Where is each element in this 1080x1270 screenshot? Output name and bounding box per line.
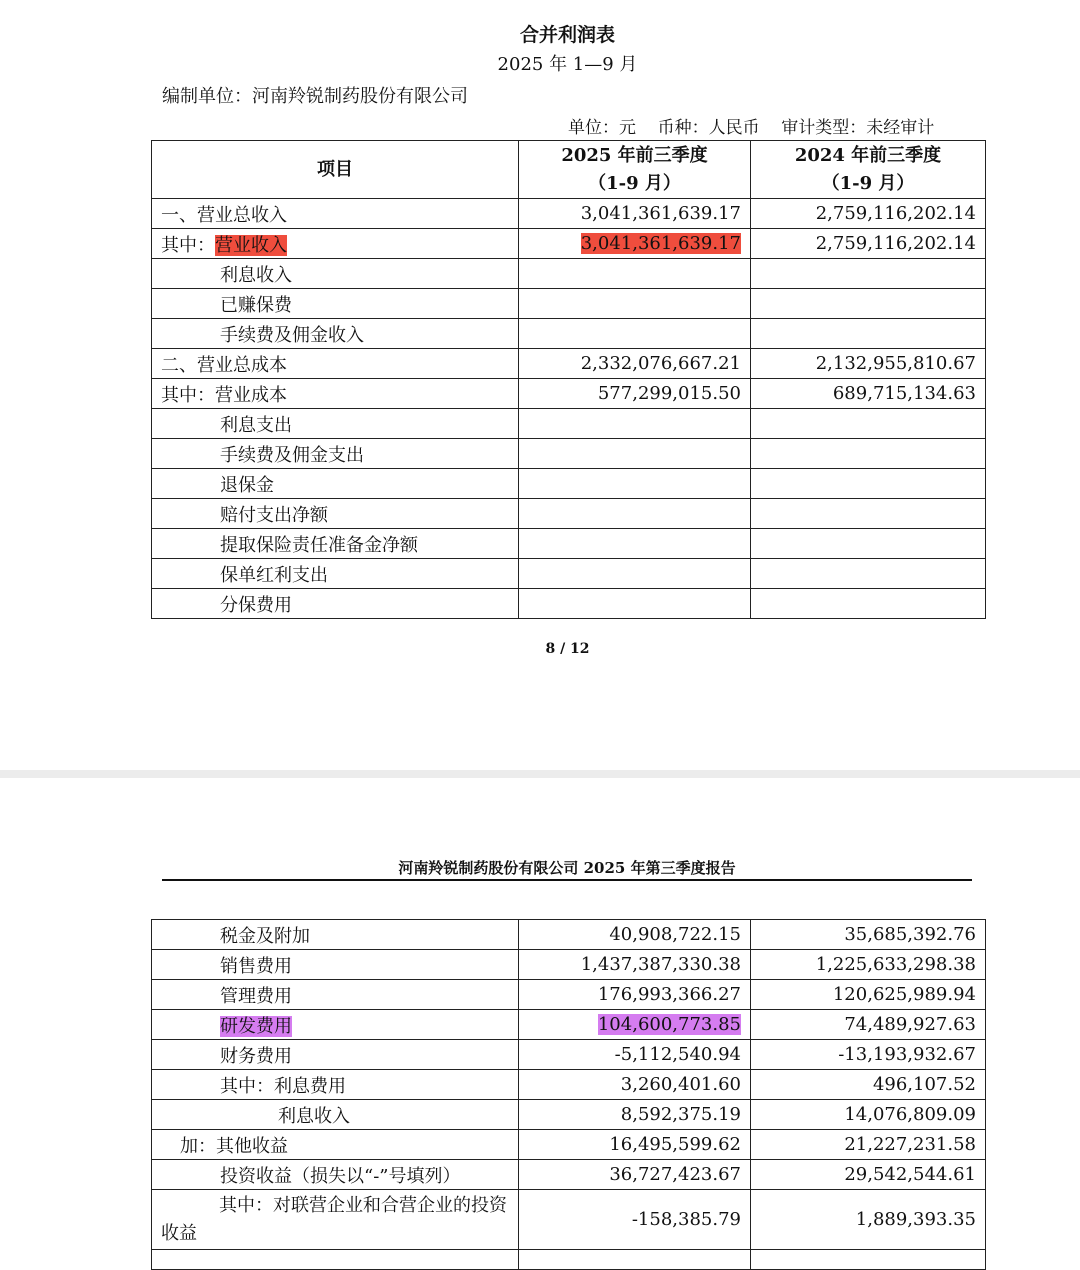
header-2024-line1: 2024 年前三季度 [794, 144, 942, 166]
value-2025 [519, 559, 751, 589]
value-2025: 3,041,361,639.17 [519, 199, 751, 229]
row-label: 二、营业总成本 [152, 349, 519, 379]
header-2024-line2: （1-9 月） [821, 172, 915, 194]
table-row [152, 469, 986, 499]
table-row [152, 259, 986, 289]
value-2025 [519, 1010, 751, 1040]
header-rule [162, 879, 972, 881]
value-2025 [519, 1250, 751, 1270]
value-2025: 577,299,015.50 [519, 379, 751, 409]
row-label [152, 229, 519, 259]
value-2025: 2,332,076,667.21 [519, 349, 751, 379]
row-label: 已赚保费 [152, 289, 519, 319]
value-2024 [751, 1250, 986, 1270]
row-label: 其中：利息费用 [152, 1070, 519, 1100]
value-2025: 36,727,423.67 [519, 1160, 751, 1190]
value-2024: 120,625,989.94 [751, 980, 986, 1010]
value-2025 [519, 529, 751, 559]
row-prefix: 其中： [161, 234, 215, 256]
table-row [152, 1010, 986, 1040]
value-2024: 1,889,393.35 [751, 1190, 986, 1250]
statement-period: 2025 年 1—9 月 [497, 54, 638, 75]
table-row [152, 920, 986, 950]
row-label: 投资收益（损失以“-”号填列） [152, 1160, 519, 1190]
value-2024 [751, 559, 986, 589]
highlighted-label: 研发费用 [220, 1015, 292, 1037]
value-2025 [519, 589, 751, 619]
header-2025 [519, 141, 751, 199]
value-2024: 29,542,544.61 [751, 1160, 986, 1190]
row-label: 财务费用 [152, 1040, 519, 1070]
value-2024 [751, 439, 986, 469]
table-row [152, 349, 986, 379]
value-2024: 74,489,927.63 [751, 1010, 986, 1040]
value-2024: 689,715,134.63 [751, 379, 986, 409]
value-2024: 2,759,116,202.14 [751, 229, 986, 259]
value-2024: 2,759,116,202.14 [751, 199, 986, 229]
value-2024 [751, 289, 986, 319]
table-row [152, 1070, 986, 1100]
table-row [152, 950, 986, 980]
table-row [152, 559, 986, 589]
value-2025: 8,592,375.19 [519, 1100, 751, 1130]
value-2024 [751, 319, 986, 349]
value-2025 [519, 409, 751, 439]
row-label [152, 1010, 519, 1040]
table-row [152, 1100, 986, 1130]
header-2025-line1: 2025 年前三季度 [561, 144, 708, 166]
value-2025: 176,993,366.27 [519, 980, 751, 1010]
row-label: 管理费用 [152, 980, 519, 1010]
table-row [152, 1190, 986, 1250]
row-label: 税金及附加 [152, 920, 519, 950]
value-2024 [751, 589, 986, 619]
table-row [152, 980, 986, 1010]
value-2025: 3,260,401.60 [519, 1070, 751, 1100]
table-row [152, 289, 986, 319]
table-row [152, 409, 986, 439]
value-2025 [519, 469, 751, 499]
row-label: 手续费及佣金支出 [152, 439, 519, 469]
row-label: 利息收入 [152, 1100, 519, 1130]
value-2025 [519, 259, 751, 289]
table-row [152, 229, 986, 259]
income-statement-table-page1 [151, 140, 986, 619]
header-2025-line2: （1-9 月） [588, 172, 681, 194]
table-row [152, 319, 986, 349]
page-separator [0, 770, 1080, 778]
unit-currency-audit: 单位：元 币种：人民币 审计类型：未经审计 [568, 118, 935, 138]
row-label: 销售费用 [152, 950, 519, 980]
value-2024: 1,225,633,298.38 [751, 950, 986, 980]
table-row [152, 379, 986, 409]
row-label: 保单红利支出 [152, 559, 519, 589]
preparer-company: 编制单位：河南羚锐制药股份有限公司 [162, 86, 468, 107]
table-row [152, 199, 986, 229]
value-2024: 496,107.52 [751, 1070, 986, 1100]
table-row [152, 1160, 986, 1190]
row-label: 其中：营业成本 [152, 379, 519, 409]
report-header: 河南羚锐制药股份有限公司 2025 年第三季度报告 [398, 859, 736, 877]
statement-title: 合并利润表 [519, 24, 615, 46]
table-row [152, 499, 986, 529]
row-label: 一、营业总收入 [152, 199, 519, 229]
table-row [152, 589, 986, 619]
row-label: 提取保险责任准备金净额 [152, 529, 519, 559]
row-label: 手续费及佣金收入 [152, 319, 519, 349]
table-row [152, 439, 986, 469]
row-label [152, 1250, 519, 1270]
value-2024 [751, 409, 986, 439]
table-row [152, 1130, 986, 1160]
table-row [152, 529, 986, 559]
value-2025 [519, 499, 751, 529]
page-number: 8 / 12 [545, 641, 590, 657]
value-2024 [751, 469, 986, 499]
value-2024 [751, 259, 986, 289]
value-2025 [519, 439, 751, 469]
value-2025: -158,385.79 [519, 1190, 751, 1250]
value-2025 [519, 229, 751, 259]
value-2024: 35,685,392.76 [751, 920, 986, 950]
row-label: 利息支出 [152, 409, 519, 439]
value-2025: 40,908,722.15 [519, 920, 751, 950]
income-statement-table-page2 [151, 919, 986, 1270]
row-label: 退保金 [152, 469, 519, 499]
table-row [152, 1250, 986, 1270]
value-2025 [519, 319, 751, 349]
table-header-row [152, 141, 986, 199]
value-2025 [519, 289, 751, 319]
highlighted-value: 3,041,361,639.17 [580, 233, 741, 254]
table-row [152, 1040, 986, 1070]
value-2024: 2,132,955,810.67 [751, 349, 986, 379]
header-2024 [751, 141, 986, 199]
value-2025: 1,437,387,330.38 [519, 950, 751, 980]
row-label: 其中：对联营企业和合营企业的投资收益 [152, 1190, 519, 1250]
value-2024: 21,227,231.58 [751, 1130, 986, 1160]
value-2025: 16,495,599.62 [519, 1130, 751, 1160]
row-label: 利息收入 [152, 259, 519, 289]
value-2024 [751, 529, 986, 559]
highlighted-value: 104,600,773.85 [597, 1014, 741, 1035]
row-label: 分保费用 [152, 589, 519, 619]
value-2024: 14,076,809.09 [751, 1100, 986, 1130]
header-item: 项目 [152, 141, 519, 199]
row-label: 赔付支出净额 [152, 499, 519, 529]
value-2025: -5,112,540.94 [519, 1040, 751, 1070]
value-2024: -13,193,932.67 [751, 1040, 986, 1070]
highlighted-label: 营业收入 [215, 234, 287, 256]
row-label: 加：其他收益 [152, 1130, 519, 1160]
value-2024 [751, 499, 986, 529]
